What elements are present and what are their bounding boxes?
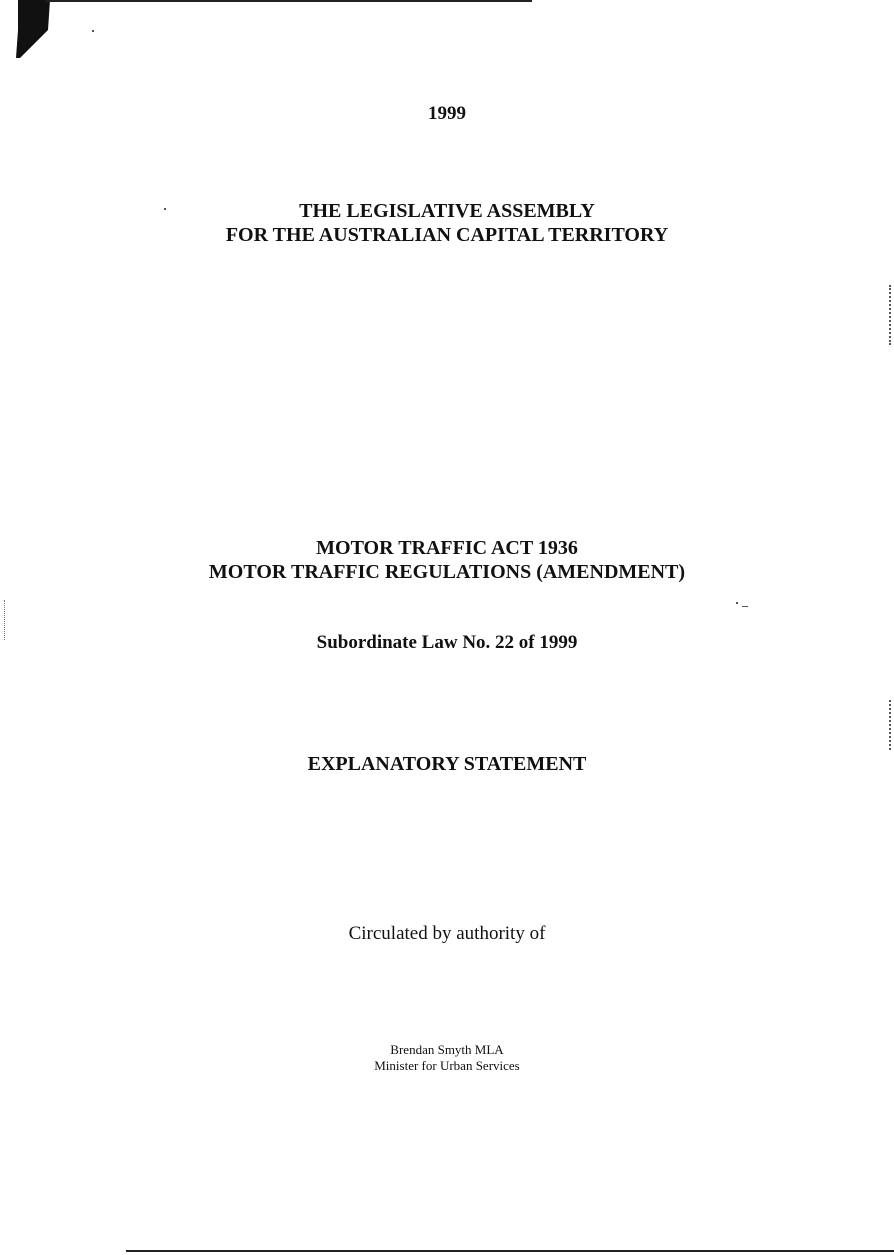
act-title-line-2: MOTOR TRAFFIC REGULATIONS (AMENDMENT) bbox=[208, 561, 686, 583]
scan-speck bbox=[736, 602, 738, 604]
scan-right-edge-mark bbox=[889, 285, 893, 345]
scan-bottom-edge bbox=[126, 1250, 894, 1252]
scan-top-edge bbox=[46, 0, 532, 2]
document-year: 1999 bbox=[428, 103, 466, 124]
scan-right-edge-mark bbox=[889, 700, 893, 750]
subordinate-law-number: Subordinate Law No. 22 of 1999 bbox=[316, 632, 578, 653]
act-title-line-1: MOTOR TRAFFIC ACT 1936 bbox=[316, 537, 578, 559]
assembly-title-line-1: THE LEGISLATIVE ASSEMBLY bbox=[299, 200, 595, 222]
assembly-title-line-2: FOR THE AUSTRALIAN CAPITAL TERRITORY bbox=[225, 224, 669, 246]
minister-title: Minister for Urban Services bbox=[374, 1058, 520, 1073]
minister-name: Brendan Smyth MLA bbox=[390, 1042, 504, 1057]
scan-corner-mark bbox=[16, 0, 50, 58]
statement-title: EXPLANATORY STATEMENT bbox=[307, 753, 587, 775]
circulated-by-line: Circulated by authority of bbox=[348, 923, 546, 944]
scan-speck bbox=[742, 606, 748, 607]
scan-speck bbox=[92, 30, 94, 32]
